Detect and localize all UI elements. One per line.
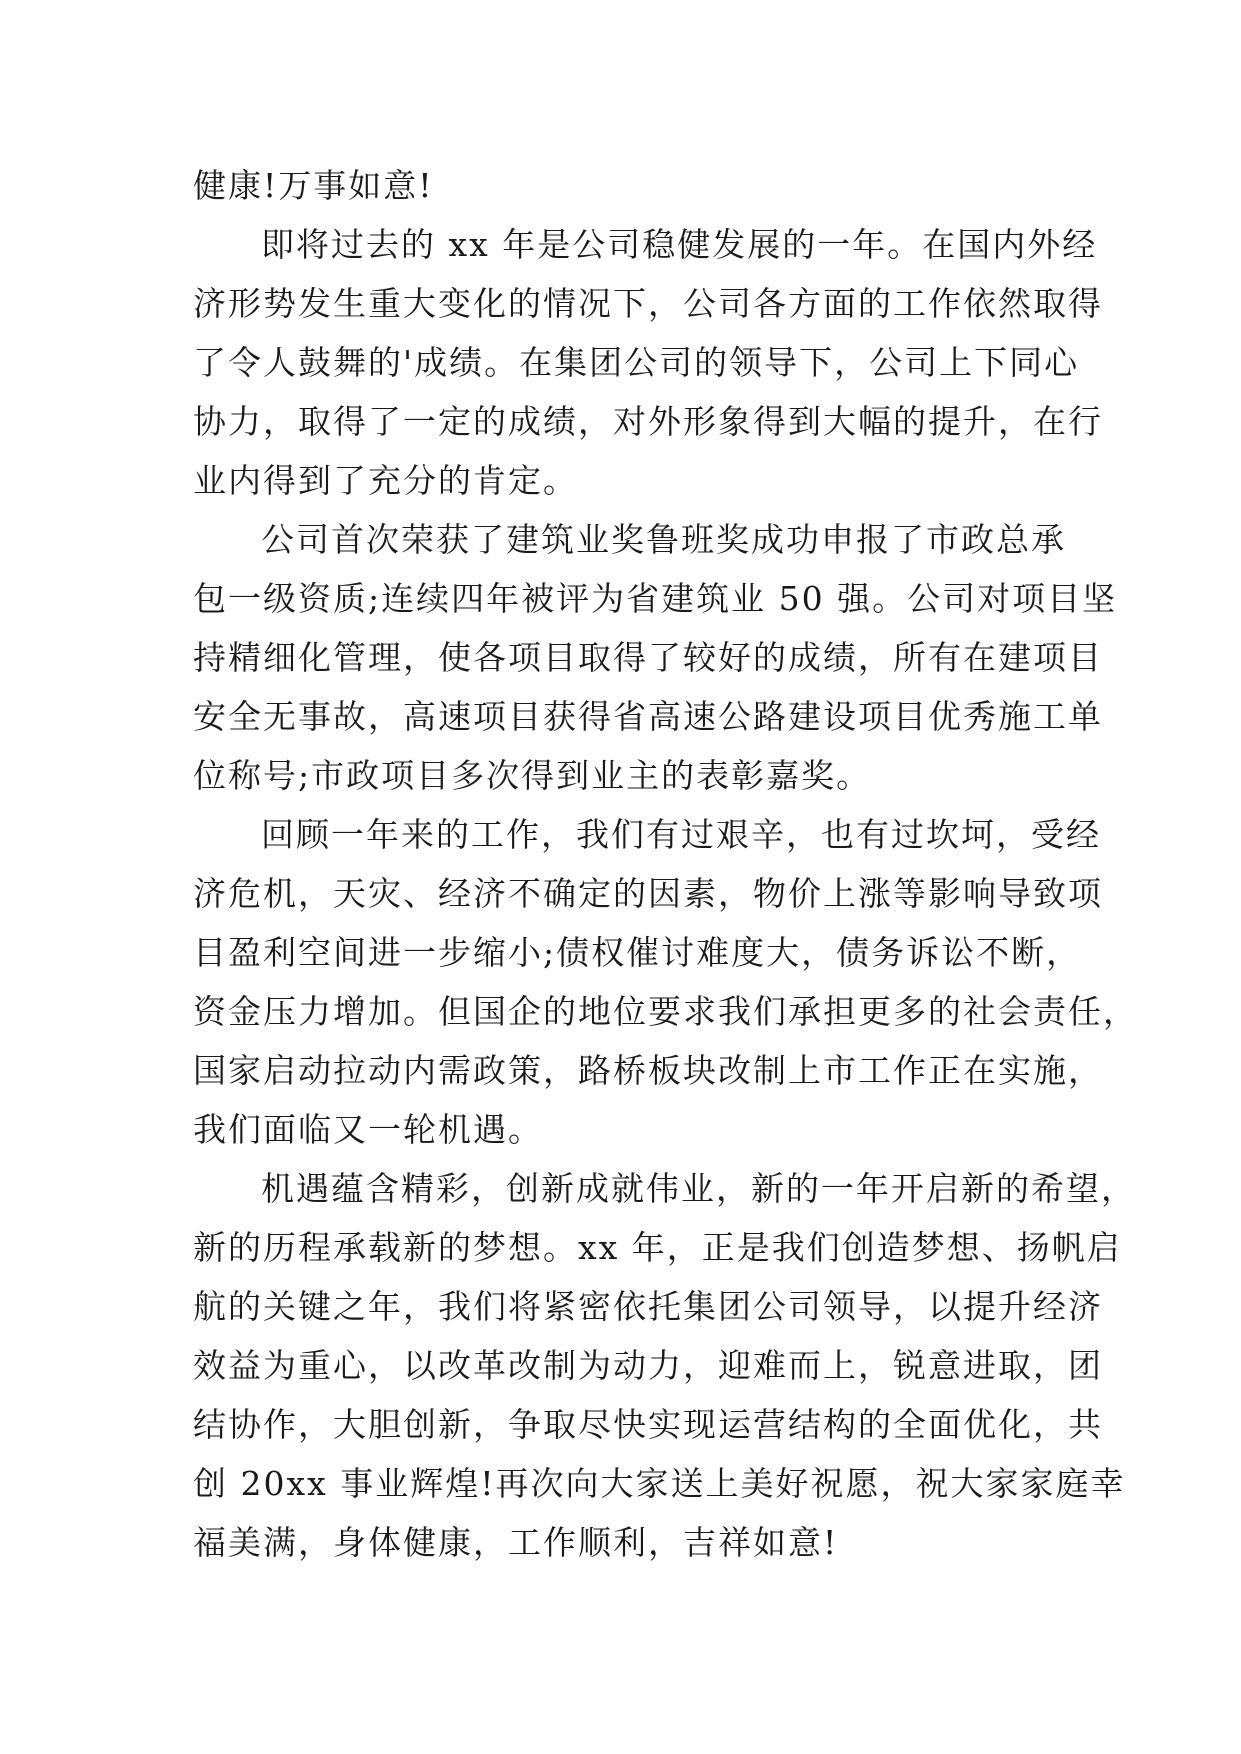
text-line: 协力，取得了一定的成绩，对外形象得到大幅的提升，在行 <box>193 402 1103 441</box>
paragraph-first-line: 公司首次荣获了建筑业奖鲁班奖成功申报了市政总承 <box>261 520 1066 559</box>
text-line: 新的历程承载新的梦想。xx 年，正是我们创造梦想、扬帆启 <box>193 1228 1122 1267</box>
text-line: 国家启动拉动内需政策，路桥板块改制上市工作正在实施， <box>193 1051 1103 1090</box>
text-line: 包一级资质;连续四年被评为省建筑业 50 强。公司对项目坚 <box>193 579 1118 618</box>
text-line: 目盈利空间进一步缩小;债权催讨难度大，债务诉讼不断， <box>193 933 1082 972</box>
text-line: 福美满，身体健康，工作顺利，吉祥如意! <box>193 1523 839 1562</box>
text-line: 持精细化管理，使各项目取得了较好的成绩，所有在建项目 <box>193 638 1103 677</box>
text-line: 安全无事故，高速项目获得省高速公路建设项目优秀施工单 <box>193 697 1103 736</box>
text-line: 效益为重心，以改革改制为动力，迎难而上，锐意进取，团 <box>193 1346 1103 1385</box>
document-body <box>193 156 1138 1572</box>
text-line: 创 20xx 事业辉煌!再次向大家送上美好祝愿，祝大家家庭幸 <box>193 1464 1126 1503</box>
text-line: 结协作，大胆创新，争取尽快实现运营结构的全面优化，共 <box>193 1405 1103 1444</box>
paragraph-first-line: 回顾一年来的工作，我们有过艰辛，也有过坎坷，受经 <box>261 815 1101 854</box>
paragraph-first-line: 即将过去的 xx 年是公司稳健发展的一年。在国内外经 <box>261 225 1098 264</box>
text-line: 业内得到了充分的肯定。 <box>193 461 578 500</box>
text-line: 健康!万事如意! <box>193 166 434 205</box>
text-line: 我们面临又一轮机遇。 <box>193 1110 543 1149</box>
text-line: 了令人鼓舞的'成绩。在集团公司的领导下，公司上下同心 <box>193 343 1080 382</box>
text-line: 济形势发生重大变化的情况下，公司各方面的工作依然取得 <box>193 284 1103 323</box>
paragraph-first-line: 机遇蕴含精彩，创新成就伟业，新的一年开启新的希望， <box>261 1169 1136 1208</box>
text-line: 济危机，天灾、经济不确定的因素，物价上涨等影响导致项 <box>193 874 1103 913</box>
text-line: 航的关键之年，我们将紧密依托集团公司领导，以提升经济 <box>193 1287 1103 1326</box>
text-line: 位称号;市政项目多次得到业主的表彰嘉奖。 <box>193 756 872 795</box>
text-line: 资金压力增加。但国企的地位要求我们承担更多的社会责任， <box>193 992 1138 1031</box>
